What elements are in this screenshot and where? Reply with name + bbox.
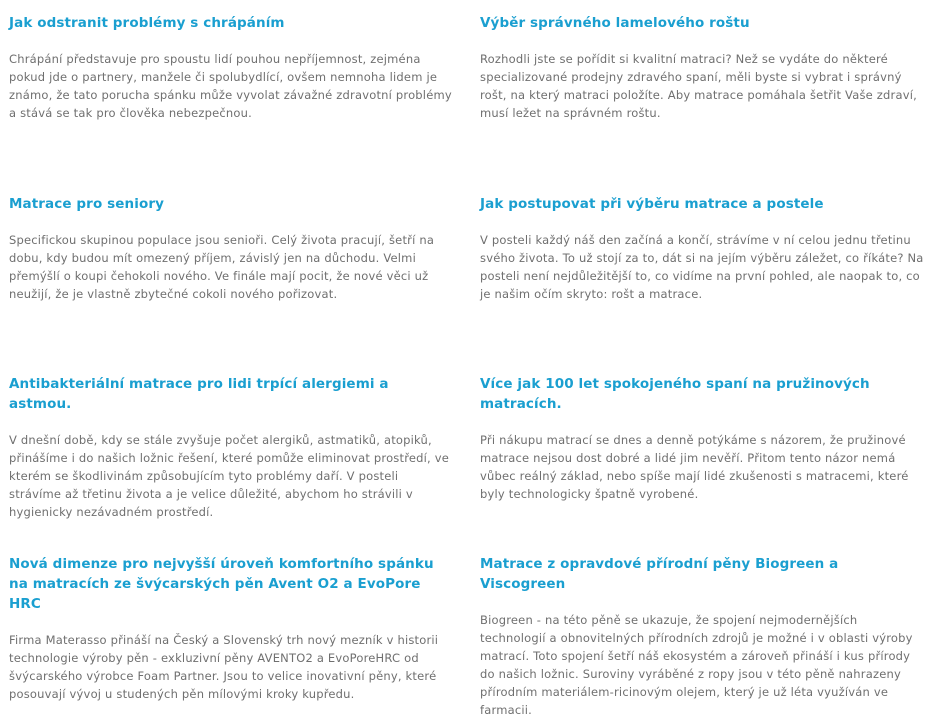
article-card-seniors xyxy=(9,194,454,303)
article-title-link[interactable]: Jak postupovat při výběru matrace a postele xyxy=(480,196,824,212)
article-excerpt: Při nákupu matrací se dnes a denně potýkáme s názorem, že pružinové matrace nejsou dost dobré a lidé jim nevěří. Přitom tento názor nemá vůbec reálný základ, nebo spíše mají lidé zkušenosti s matracemi, které byly technologicky špatně vyrobené. xyxy=(480,433,909,501)
article-title-link[interactable]: Jak odstranit problémy s chrápáním xyxy=(9,15,285,31)
article-card-antibacterial xyxy=(9,374,454,521)
article-excerpt: Rozhodli jste se pořídit si kvalitní matraci? Než se vydáte do některé specializované prodejny zdravého spaní, měli byste si vybrat i správný rošt, na který matraci položíte. Aby matrace pomáhala šetřit Vaše zdraví, musí ležet na správném roštu. xyxy=(480,52,917,120)
article-excerpt: V posteli každý náš den začíná a končí, strávíme v ní celou jednu třetinu svého života. To už stojí za to, dát si na jejím výběru záležet, co říkáte? Na posteli není nejdůležitější to, co vidíme na první pohled, ale naopak to, co je našim očím skryto: rošt a matrace. xyxy=(480,233,924,301)
article-card-snoring xyxy=(9,13,454,122)
article-title-link[interactable]: Matrace z opravdové přírodní pěny Biogreen a Viscogreen xyxy=(480,556,839,592)
article-card-swiss-foams xyxy=(9,554,454,703)
article-excerpt: V dnešní době, kdy se stále zvyšuje počet alergiků, astmatiků, atopiků, přinášíme i do našich ložnic řešení, které pomůže eliminovat prostředí, ve kterém se škodlivinám způsobujícím tyto problémy daří. V posteli strávíme až třetinu života a je velice důležité, abychom ho strávili v hygienicky nezávadném prostředí. xyxy=(9,433,450,519)
article-excerpt: Biogreen - na této pěně se ukazuje, že spojení nejmodernějších technologií a obnovitelných přírodních zdrojů je možné i v oblasti výroby matrací. Toto spojení šetří náš ekosystém a zároveň přináší i kus přírody do našich ložnic. Suroviny vyráběné z ropy jsou v této pěně nahrazeny přírodním materiálem-ricinovým olejem, který je už léta využíván ve farmacii. xyxy=(480,613,913,717)
article-title-link[interactable]: Výběr správného lamelového roštu xyxy=(480,15,750,31)
article-title-link[interactable]: Antibakteriální matrace pro lidi trpící alergiemi a astmou. xyxy=(9,376,389,412)
article-title-link[interactable]: Více jak 100 let spokojeného spaní na pružinových matracích. xyxy=(480,376,870,412)
article-excerpt: Specifickou skupinou populace jsou senioři. Celý života pracují, šetří na dobu, kdy budou mít omezený příjem, závislý jen na důchodu. Velmi přemýšlí o koupi čehokoli nového. Ve finále mají pocit, že nové věci už neužijí, že je vlastně zbytečné cokoli nového pořizovat. xyxy=(9,233,435,301)
article-excerpt: Chrápání představuje pro spoustu lidí pouhou nepříjemnost, zejména pokud jde o partnery, manžele či spolubydlící, ovšem nemnoha lidem je známo, že tato porucha spánku může vyvolat závažné zdravotní problémy a stává se tak pro člověka nebezpečnou. xyxy=(9,52,452,120)
article-card-spring-mattresses xyxy=(480,374,925,503)
article-card-slatted-base xyxy=(480,13,925,122)
article-title-link[interactable]: Nová dimenze pro nejvyšší úroveň komfortního spánku na matracích ze švýcarských pěn Avent O2 a EvoPore HRC xyxy=(9,556,434,612)
article-title-link[interactable]: Matrace pro seniory xyxy=(9,196,164,212)
article-card-choosing-bed xyxy=(480,194,925,303)
article-card-natural-foam xyxy=(480,554,925,719)
article-excerpt: Firma Materasso přináší na Český a Slovenský trh nový mezník v historii technologie výroby pěn - exkluzivní pěny AVENTO2 a EvoPoreHRC od švýcarského výrobce Foam Partner. Jsou to velice inovativní pěny, které posouvají vývoj u studených pěn mílovými kroky kupředu. xyxy=(9,633,439,701)
